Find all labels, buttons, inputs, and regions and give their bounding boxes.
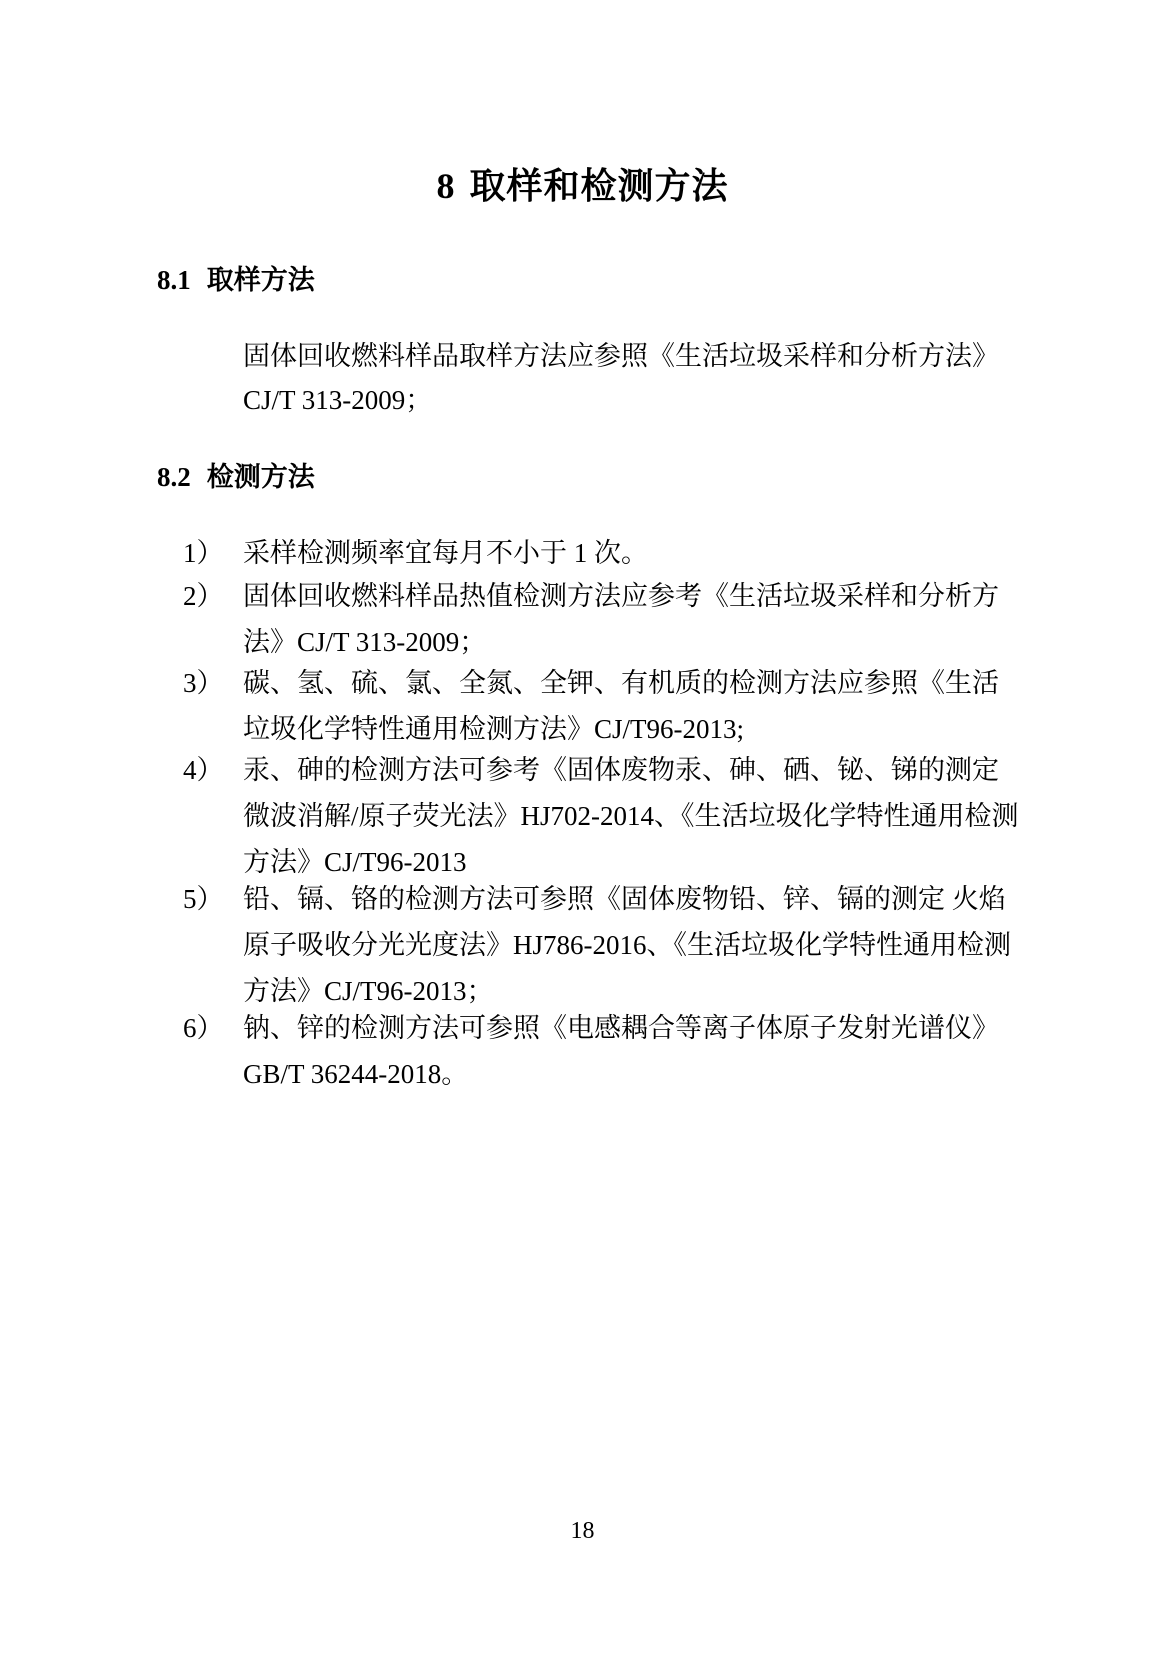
list-item-text: 固体回收燃料样品热值检测方法应参考《生活垃圾采样和分析方法》CJ/T 313-2009； [243, 581, 999, 657]
list-marker: 3） [183, 668, 224, 698]
list-item [183, 573, 1023, 665]
list-marker: 4） [183, 755, 224, 785]
list-item-text: 采样检测频率宜每月不小于 1 次。 [243, 538, 648, 568]
list-item [183, 747, 1023, 885]
list-marker: 6） [183, 1013, 224, 1043]
list-item-text: 钠、锌的检测方法可参照《电感耦合等离子体原子发射光谱仪》GB/T 36244-2018。 [243, 1013, 999, 1089]
chapter-title-text: 取样和检测方法 [469, 166, 729, 207]
list-marker: 5） [183, 884, 224, 914]
list-item [183, 530, 1023, 576]
list-marker: 1） [183, 538, 224, 568]
section-heading-8-1 [157, 258, 315, 297]
page-number: 18 [570, 1518, 595, 1544]
section-heading-8-2 [157, 455, 315, 494]
list-item-text: 碳、氢、硫、氯、全氮、全钾、有机质的检测方法应参照《生活垃圾化学特性通用检测方法》CJ/T96-2013; [243, 668, 999, 744]
chapter-title [0, 158, 1165, 209]
list-marker: 2） [183, 581, 224, 611]
section-number: 8.1 [157, 265, 191, 295]
chapter-number: 8 [436, 166, 456, 206]
list-item [183, 660, 1023, 752]
section-number: 8.2 [157, 462, 191, 492]
list-item [183, 876, 1023, 1014]
section-paragraph: 固体回收燃料样品取样方法应参照《生活垃圾采样和分析方法》CJ/T 313-2009； [243, 341, 999, 415]
list-item [183, 1005, 1023, 1097]
section-title: 检测方法 [206, 462, 315, 493]
section-title: 取样方法 [206, 265, 315, 296]
list-item-text: 铅、镉、铬的检测方法可参照《固体废物铅、锌、镉的测定 火焰原子吸收分光光度法》HJ786-2016、《生活垃圾化学特性通用检测方法》CJ/T96-2013； [243, 884, 1011, 1006]
list-item-text: 汞、砷的检测方法可参考《固体废物汞、砷、硒、铋、锑的测定 微波消解/原子荧光法》HJ702-2014、《生活垃圾化学特性通用检测方法》CJ/T96-2013 [243, 755, 1019, 877]
